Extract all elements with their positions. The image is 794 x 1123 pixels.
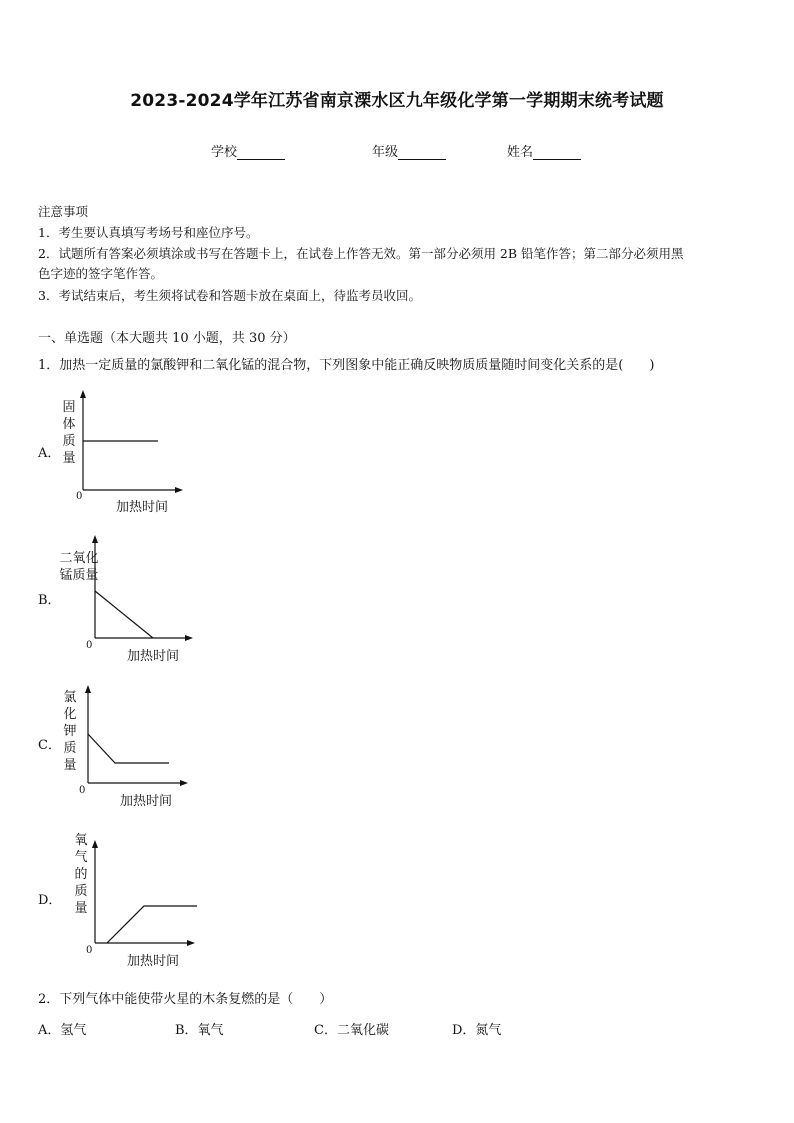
exam-title: 2023-2024学年江苏省南京溧水区九年级化学第一学期期末统考试题 — [130, 91, 664, 111]
note-item-2: 2．试题所有答案必须填涂或书写在答题卡上，在试卷上作答无效。第一部分必须用 2B 铅笔作答；第二部分必须用黑 — [38, 246, 684, 261]
school-field — [211, 141, 285, 160]
graph-b-xlabel: 加热时间 — [127, 649, 180, 664]
option-c-label: C． — [38, 738, 61, 753]
graph-c-origin: 0 — [79, 785, 86, 796]
question-2-option-b: B．氧气 — [175, 1023, 224, 1038]
note-item-1: 1．考生要认真填写考场号和座位序号。 — [38, 225, 259, 240]
grade-label: 年级 — [372, 145, 399, 160]
name-label: 姓名 — [507, 145, 534, 160]
grade-blank — [398, 146, 446, 160]
note-item-2-cont: 色字迹的签字笔作答。 — [38, 266, 164, 281]
question-2-stem: 2．下列气体中能使带火星的木条复燃的是（ ） — [38, 992, 333, 1007]
graph-a — [70, 388, 190, 498]
graph-c-ylabel: 氯化钾质量 — [63, 690, 77, 773]
graph-d-origin: 0 — [86, 945, 93, 956]
graph-a-xlabel: 加热时间 — [116, 500, 169, 515]
school-label: 学校 — [211, 145, 238, 160]
graph-b-origin: 0 — [86, 640, 93, 651]
graph-c-xlabel: 加热时间 — [120, 794, 173, 809]
graph-c — [75, 683, 195, 793]
graph-b-ylabel: 二氧化锰质量 — [59, 551, 99, 583]
question-2-option-a: A．氢气 — [38, 1023, 87, 1038]
school-blank — [237, 146, 285, 160]
name-field — [507, 141, 581, 160]
graph-d-xlabel: 加热时间 — [127, 954, 180, 969]
note-item-3: 3．考试结束后，考生须将试卷和答题卡放在桌面上，待监考员收回。 — [38, 288, 421, 303]
graph-a-origin: 0 — [76, 491, 83, 502]
option-a-label: A． — [38, 446, 61, 461]
graph-a-ylabel: 固体质量 — [62, 400, 76, 466]
option-d-label: D． — [38, 893, 62, 908]
question-2-option-d: D．氮气 — [452, 1023, 502, 1038]
question-1-stem: 1．加热一定质量的氯酸钾和二氧化锰的混合物，下列图象中能正确反映物质质量随时间变化关系的是( ) — [38, 358, 655, 373]
question-2-option-c: C．二氧化碳 — [314, 1023, 389, 1038]
graph-d-ylabel: 氧气的质量 — [74, 833, 88, 916]
graph-b — [82, 533, 202, 645]
grade-field — [372, 141, 446, 160]
option-b-label: B． — [38, 593, 61, 608]
name-blank — [533, 146, 581, 160]
section-heading: 一、单选题（本大题共 10 小题，共 30 分） — [38, 331, 296, 346]
graph-d — [82, 838, 204, 950]
notes-heading: 注意事项 — [38, 204, 89, 219]
